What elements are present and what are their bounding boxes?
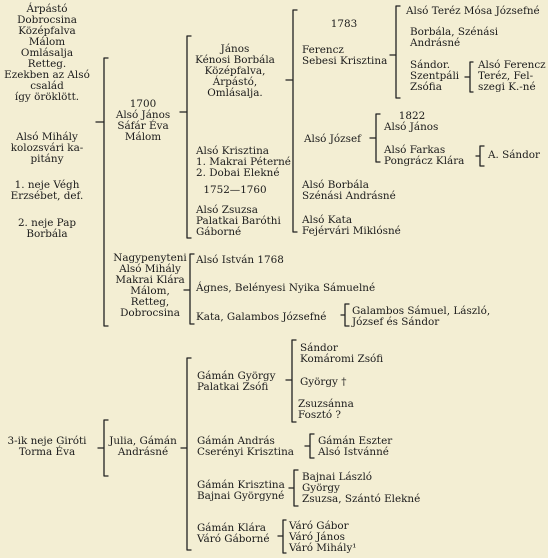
sandor-komaromi-zsofi: Sándor Komáromi Zsófi — [300, 342, 384, 365]
bracket-ferencz — [390, 6, 400, 98]
also-ferencz-tereza: Alsó Ferencz Teréz, Fel- szegi K.-né — [478, 59, 546, 93]
bracket-1700 — [180, 36, 191, 238]
bracket-julia — [181, 358, 191, 550]
borbala-szenasi: Borbála, Szénási Andrásné — [410, 26, 499, 49]
root-wife-1: 1. neje Végh Erzsébet, def. — [10, 179, 84, 202]
gaman-krisztina: Gámán Krisztina Bajnai Györgyné — [197, 479, 285, 502]
root-wife-2: 2. neje Pap Borbála — [17, 217, 77, 240]
gaman-gyorgy: Gámán György Palatkai Zsófi — [197, 370, 276, 393]
bracket-gaman-krisztina — [289, 470, 298, 506]
bracket-gaman-andras — [305, 434, 314, 458]
also-kata-fejervari: Alsó Kata Fejérvári Miklósné — [302, 214, 401, 237]
janos-kenosi-borbala: János Kénosi Borbála Középfalva, Árpástó, Omlásalja. — [195, 43, 275, 99]
agnes-belenyesi: Ágnes, Belényesi Nyika Sámuelné — [196, 282, 376, 294]
zsuzsanna-foszto: Zsuzsánna Fosztó ? — [298, 398, 354, 421]
bracket-root — [96, 58, 108, 326]
varo-children: Váró Gábor Váró János Váró Mihály¹ — [289, 520, 357, 554]
bracket-third-wife — [98, 420, 108, 476]
bracket-nagypenyteni — [184, 254, 194, 324]
bracket-gaman-klara — [278, 520, 286, 553]
also-istvan-1768: Alsó István 1768 — [196, 254, 284, 266]
bracket-sandor-szentpali — [465, 62, 473, 92]
root-wife-3: 3-ik neje Giróti Torma Éva — [7, 435, 87, 458]
bracket-gaman-gyorgy — [286, 340, 296, 422]
years-1752-1760: 1752—1760 — [203, 184, 267, 196]
year-1700: 1700 — [129, 98, 157, 110]
bracket-jozsef — [370, 114, 380, 162]
also-jozsef: Alsó József — [304, 133, 361, 145]
root-inherited-note: Ezekben az Alsó család így öröklött. — [4, 69, 90, 103]
also-borbala: Alsó Borbála Szénási Andrásné — [302, 179, 396, 202]
kata-galambos-jozsefne: Kata, Galambos Józsefné — [196, 311, 327, 323]
julia-gaman-andrasne: Julia, Gámán Andrásné — [109, 435, 177, 458]
root-head-also-mihaly: Alsó Mihály kolozsvári ka- pitány — [10, 131, 84, 165]
galambos-children: Galambos Sámuel, László, József és Sándor — [352, 305, 491, 328]
bajnai-children: Bajnai László György Zsuzsa, Szántó Elekné — [302, 471, 421, 505]
also-janos-safar-eva: Alsó János Sáfár Éva Málom — [115, 109, 171, 143]
bracket-kata-galambos — [341, 304, 349, 326]
ferencz-sebesi-krisztina: Ferencz Sebesi Krisztina — [302, 44, 388, 67]
nagypenyteni-also-mihaly: Nagypenyteni Alsó Mihály Makrai Klára Málom, Retteg, Dobrocsina — [113, 252, 187, 319]
gyorgy-dagger: György † — [300, 376, 347, 388]
year-1822: 1822 — [398, 110, 426, 122]
also-zsuzsa: Alsó Zsuzsa Palatkai Baróthi Gáborné — [196, 204, 281, 238]
gaman-andras: Gámán András Cserényi Krisztina — [197, 435, 294, 458]
gaman-klara: Gámán Klára Váró Gáborné — [197, 522, 270, 545]
also-krisztina: Alsó Krisztina 1. Makrai Péterné 2. Dobai Elekné — [196, 145, 291, 179]
a-sandor: A. Sándor — [488, 149, 540, 161]
also-tereza: Alsó Teréz Mósa Józsefné — [406, 5, 540, 17]
bracket-janos-kenosi — [286, 10, 297, 232]
year-1783: 1783 — [330, 18, 358, 30]
also-farkas: Alsó Farkas Pongrácz Klára — [384, 144, 465, 167]
sandor-szentpali: Sándor. Szentpáli Zsófia — [410, 59, 460, 93]
root-places: Árpástó Dobrocsina Középfalva Málom Omlásalja Retteg. — [17, 3, 77, 70]
also-janos-1822: Alsó János — [384, 121, 439, 133]
gaman-eszter: Gámán Eszter Alsó Istvánné — [318, 435, 393, 458]
bracket-farkas — [476, 146, 484, 166]
